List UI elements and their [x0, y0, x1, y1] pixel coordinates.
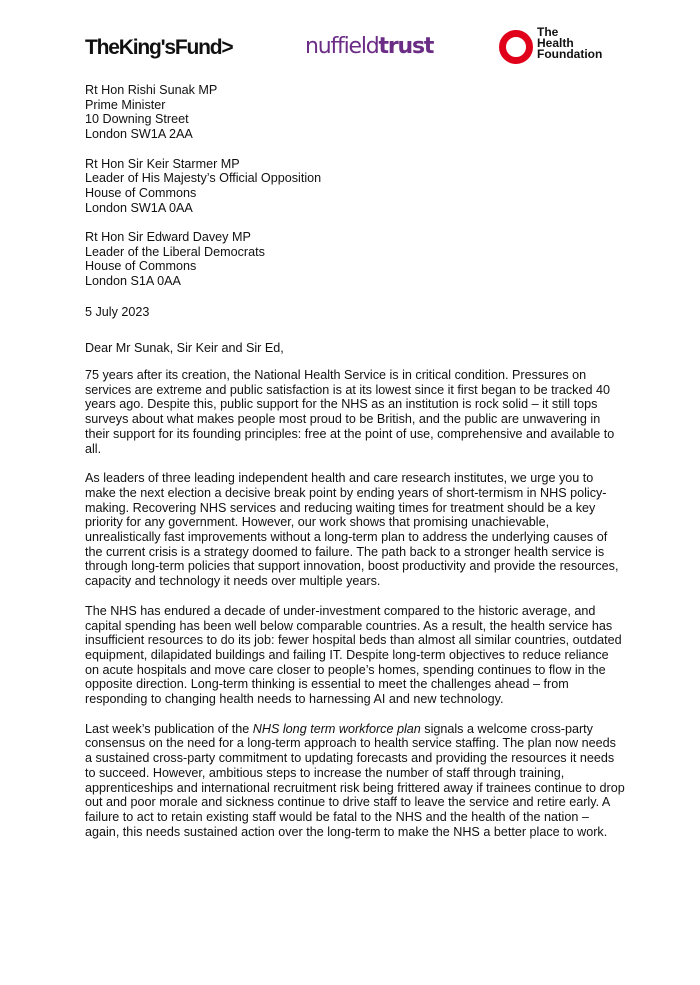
nuffield-trust-logo [305, 34, 433, 59]
address-line: London S1A 0AA [85, 274, 181, 289]
letter-date: 5 July 2023 [85, 305, 150, 319]
address-line: Leader of His Majesty’s Official Opposition [85, 171, 322, 186]
health-foundation-line3: Foundation [537, 47, 603, 61]
address-line: London SW1A 0AA [85, 200, 193, 215]
kings-fund-logo: TheKing'sFund> [85, 36, 233, 59]
workforce-plan-title: NHS long term workforce plan [252, 721, 421, 736]
body-paragraph: As leaders of three leading independent health and care research institutes, we urge you to make the next election a decisive break point by ending years of short-termism in NHS policy-making. Recovering NHS services and reducing waiting times for treatment should be a key priority for any government. However, our work shows that promising unachievable, unrealistically fast improvements without a long-term plan to address the underlying causes of the current crisis is a strategy doomed to failure. The path back to a stronger health service is through long-term policies that support innovation, boost productivity and provide the resources, capacity and technology it needs over multiple years. [85, 471, 619, 589]
salutation: Dear Mr Sunak, Sir Keir and Sir Ed, [85, 341, 284, 355]
letter-body [85, 368, 625, 854]
paragraph-text: signals a welcome cross-party consensus on the need for a long-term approach to health service staffing. The plan now needs a sustained cross-party commitment to updating forecasts and providing the resources it needs to succeed. However, ambitious steps to increase the number of staff through training, apprenticeships and international recruitment risk being frittered away if trainees continue to drop out and poor morale and sickness continue to drive staff to leave the service and retire early. A failure to act to retain existing staff would be fatal to the NHS and the health of the nation – again, this needs sustained action over the long-term to make the NHS a better place to work. [85, 721, 625, 839]
health-foundation-ring-icon [499, 30, 533, 64]
letterhead [0, 25, 700, 68]
paragraph-text: Last week’s publication of the [85, 721, 253, 736]
address-line: Prime Minister [85, 97, 166, 112]
recipient-address [85, 83, 625, 142]
address-line: Leader of the Liberal Democrats [85, 244, 265, 259]
recipient-address [85, 230, 625, 289]
nuffield-trust-logo-part1: nuffield [305, 34, 379, 59]
address-line: House of Commons [85, 185, 197, 200]
recipient-addresses [85, 83, 625, 304]
health-foundation-line1: The [537, 25, 559, 39]
address-line: Rt Hon Sir Keir Starmer MP [85, 156, 240, 171]
address-line: House of Commons [85, 259, 197, 274]
body-paragraph [85, 722, 625, 840]
recipient-address [85, 157, 625, 216]
health-foundation-line2: Health [537, 36, 574, 50]
nuffield-trust-logo-part2: trust [378, 34, 434, 59]
address-line: London SW1A 2AA [85, 127, 193, 142]
body-paragraph: 75 years after its creation, the National Health Service is in critical condition. Pressures on services are extreme and public satisfaction is at its lowest since it first began to be tracked 40 years ago. Despite this, public support for the NHS as an institution is rock solid – it still tops surveys about what makes people most proud to be British, and the public are unwavering in their support for its founding principles: free at the point of use, comprehensive and available to all. [85, 368, 615, 456]
address-line: Rt Hon Sir Edward Davey MP [85, 230, 251, 244]
address-line: Rt Hon Rishi Sunak MP [85, 83, 218, 97]
body-paragraph: The NHS has endured a decade of under-investment compared to the historic average, and capital spending has been well below comparable countries. As a result, the health service has insufficient resources to do its job: fewer hospital beds than almost all similar countries, outdated equipment, dilapidated buildings and failing IT. Despite long-term objectives to reduce reliance on acute hospitals and move care closer to people’s homes, spending continues to flow in the opposite direction. Long-term thinking is essential to meet the challenges ahead – from responding to changing health needs to harnessing AI and new technology. [85, 603, 622, 707]
health-foundation-logo [499, 25, 619, 68]
health-foundation-wordmark [537, 27, 602, 60]
address-line: 10 Downing Street [85, 112, 189, 127]
